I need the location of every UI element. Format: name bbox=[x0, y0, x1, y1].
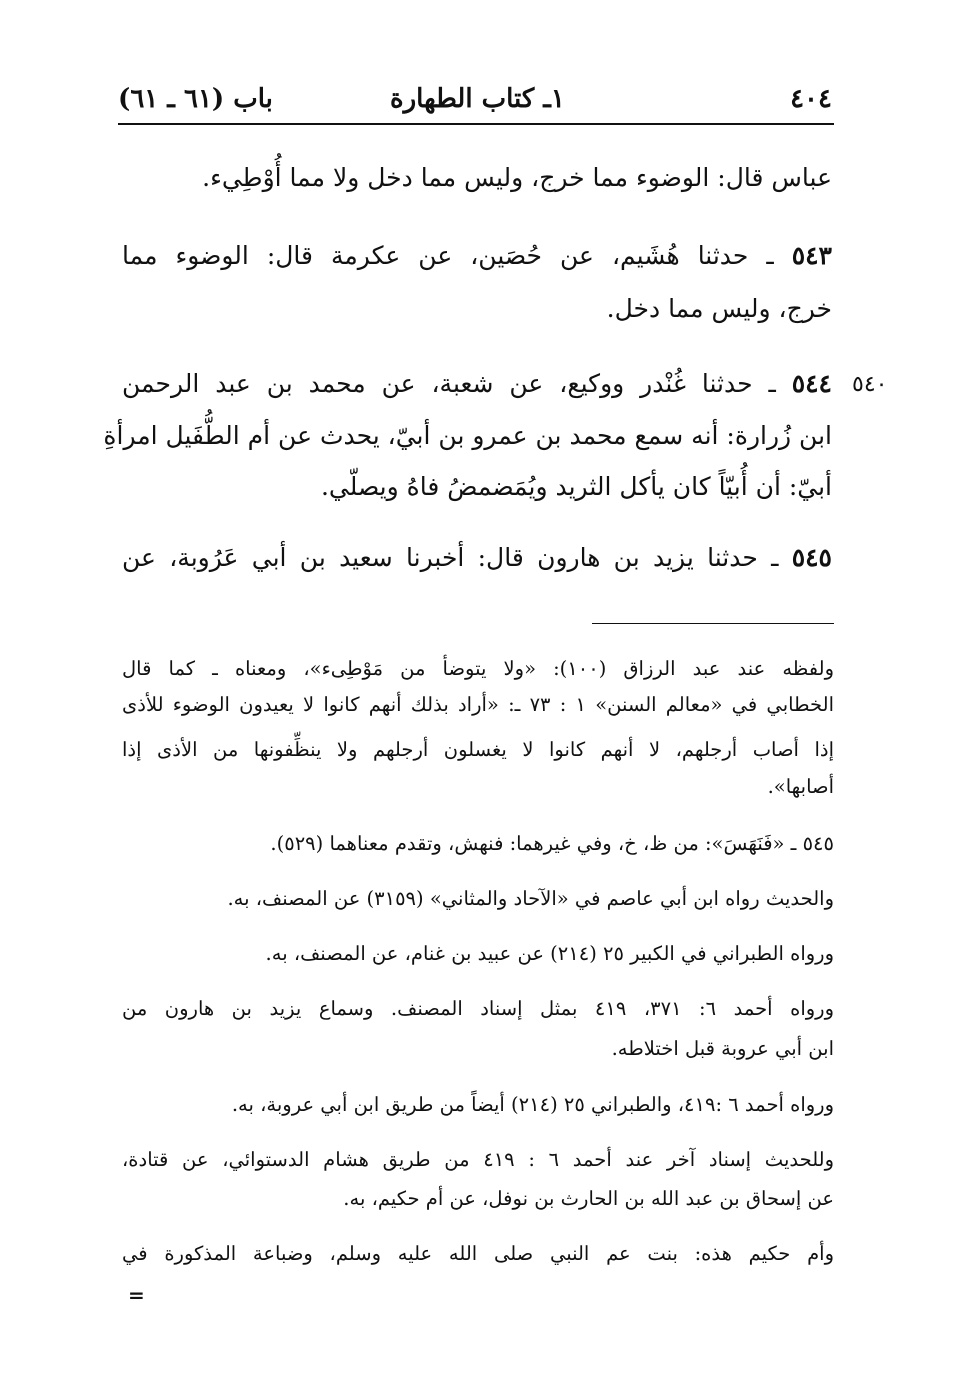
body-line: عباس قال: الوضوء مما خرج، وليس مما دخل ولا مما أُوْطِيء. bbox=[202, 163, 832, 192]
hadith-text: ـ حدثنا يزيد بن هارون قال: أخبرنا سعيد بن أبي عَرُوبة، عن bbox=[122, 543, 792, 572]
footnote-line: وللحديث إسناد آخر عند أحمد ٦ : ٤١٩ من طريق هشام الدستوائي، عن قتادة، bbox=[122, 1148, 835, 1171]
page-number: ٤٠٤ bbox=[790, 84, 832, 114]
hadith-text: ـ حدثنا هُشَيم، عن حُصَين، عن عكرمة قال: الوضوء مما bbox=[122, 241, 792, 270]
footnote-line: أصابها». bbox=[767, 775, 834, 798]
footnote-line: الخطابي في «معالم السنن» ١ : ٧٣ ـ: «أراد بذلك أنهم كانوا لا يعيدون الوضوء للأذى bbox=[122, 693, 834, 716]
hadith-number: ٥٤٣ bbox=[791, 241, 832, 270]
footnote-line: ورواه الطبراني في الكبير ٢٥ (٢١٤) عن عبيد بن غنام، عن المصنف، به. bbox=[265, 942, 834, 965]
hadith-544-line: ابن زُرارة: أنه سمع محمد بن عمرو بن أبيّ، يحدث عن أم الطُّفَيل امرأةِ bbox=[103, 421, 832, 450]
footnote-line: عن إسحاق بن عبد الله بن الحارث بن نوفل، عن أم حكيم، به. bbox=[343, 1187, 834, 1210]
hadith-544-line: أبيّ: أن أُبيّاً كان يأكل الثريد ويُمَضمضُ فاهُ ويصلّي. bbox=[320, 472, 832, 501]
hadith-number: ٥٤٤ bbox=[791, 369, 832, 398]
footnote-rule bbox=[592, 623, 834, 624]
hadith-545-line bbox=[122, 542, 832, 574]
footnote-line: ورواه أحمد ٦: ٣٧١، ٤١٩ بمثل إسناد المصنف. وسماع يزيد بن هارون من bbox=[122, 997, 834, 1020]
footnote-line: وأم حكيم هذه: بنت عم النبي صلى الله عليه وسلم، وضباعة المذكورة في bbox=[122, 1242, 834, 1265]
hadith-543-line bbox=[122, 240, 832, 272]
header-rule bbox=[118, 123, 834, 125]
margin-number: ٥٤٠ bbox=[852, 372, 888, 397]
footnote-line: ولفظه عند عبد الرزاق (١٠٠): «ولا يتوضأ من مَوْطِىء»، ومعناه ـ كما قال bbox=[122, 657, 835, 680]
hadith-text: ـ حدثنا غُنْدر ووكيع، عن شعبة، عن محمد بن عبد الرحمن bbox=[122, 369, 792, 398]
book-title: ١ـ كتاب الطهارة bbox=[390, 84, 565, 114]
footnote-line: والحديث رواه ابن أبي عاصم في «الآحاد والمثاني» (٣١٥٩) عن المصنف، به. bbox=[227, 887, 834, 910]
footnote-line: ورواه أحمد ٦ :٤١٩، والطبراني ٢٥ (٢١٤) أيضاً من طريق ابن أبي عروبة، به. bbox=[231, 1093, 834, 1116]
hadith-543-line: خرج، وليس مما دخل. bbox=[606, 294, 832, 323]
footnote-line: إذا أصاب أرجلهم، لا أنهم كانوا لا يغسلون أرجلهم ولا ينظِّفونها من الأذى إذا bbox=[122, 738, 834, 761]
hadith-number: ٥٤٥ bbox=[791, 543, 832, 572]
chapter-label: باب (٦١ ـ ٦١) bbox=[118, 84, 273, 114]
footnote-line: ابن أبي عروبة قبل اختلاطه. bbox=[611, 1037, 834, 1060]
hadith-544-line bbox=[122, 368, 832, 400]
continuation-mark: = bbox=[128, 1283, 145, 1307]
footnote-line: ٥٤٥ ـ «فَنَهَسَ»: من ظ، خ، وفي غيرهما: فنهش، وتقدم معناهما (٥٢٩). bbox=[270, 832, 834, 855]
